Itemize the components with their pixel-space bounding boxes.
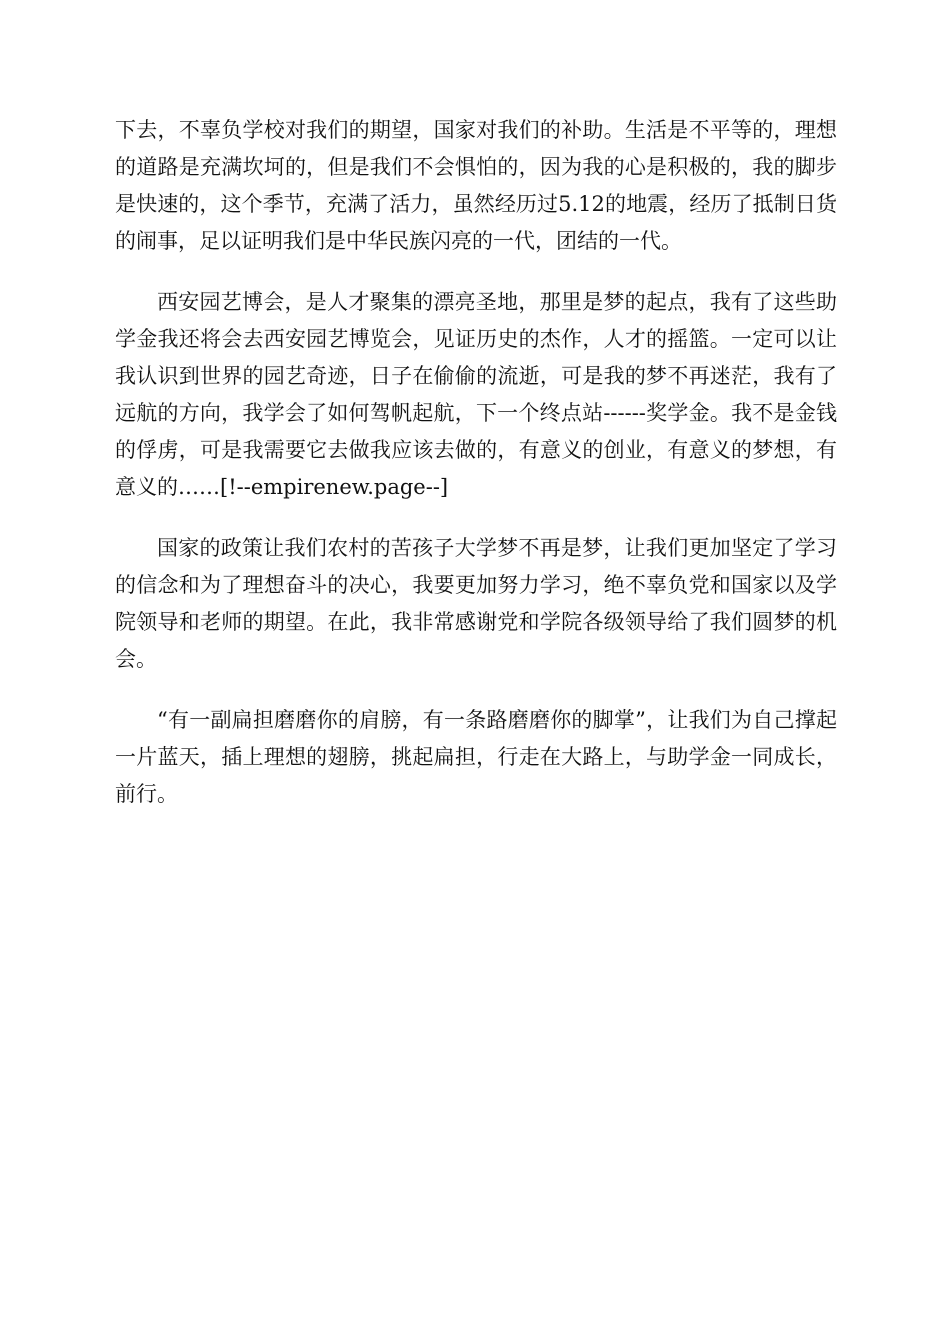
document-page [115,112,837,837]
paragraph-horticulture-expo: 西安园艺博会，是人才聚集的漂亮圣地，那里是梦的起点，我有了这些助学金我还将会去西安园艺博览会，见证历史的杰作，人才的摇篮。一定可以让我认识到世界的园艺奇迹，日子在偷偷的流逝，可是我的梦不再迷茫，我有了远航的方向，我学会了如何驾帆起航，下一个终点站------奖学金。我不是金钱的俘虏，可是我需要它去做我应该去做的，有意义的创业，有意义的梦想，有意义的……[!--empirenew.page--] [115,290,837,499]
paragraph-closing: “有一副扁担磨磨你的肩膀，有一条路磨磨你的脚掌”，让我们为自己撑起一片蓝天，插上理想的翅膀，挑起扁担，行走在大路上，与助学金一同成长，前行。 [115,708,837,806]
paragraph-continuation: 下去，不辜负学校对我们的期望，国家对我们的补助。生活是不平等的，理想的道路是充满坎坷的，但是我们不会惧怕的，因为我的心是积极的，我的脚步是快速的，这个季节，充满了活力，虽然经历过5.12的地震，经历了抵制日货的闹事，足以证明我们是中华民族闪亮的一代，团结的一代。 [115,118,837,253]
paragraph-national-policy: 国家的政策让我们农村的苦孩子大学梦不再是梦，让我们更加坚定了学习的信念和为了理想奋斗的决心，我要更加努力学习，绝不辜负党和国家以及学院领导和老师的期望。在此，我非常感谢党和学院各级领导给了我们圆梦的机会。 [115,536,837,671]
